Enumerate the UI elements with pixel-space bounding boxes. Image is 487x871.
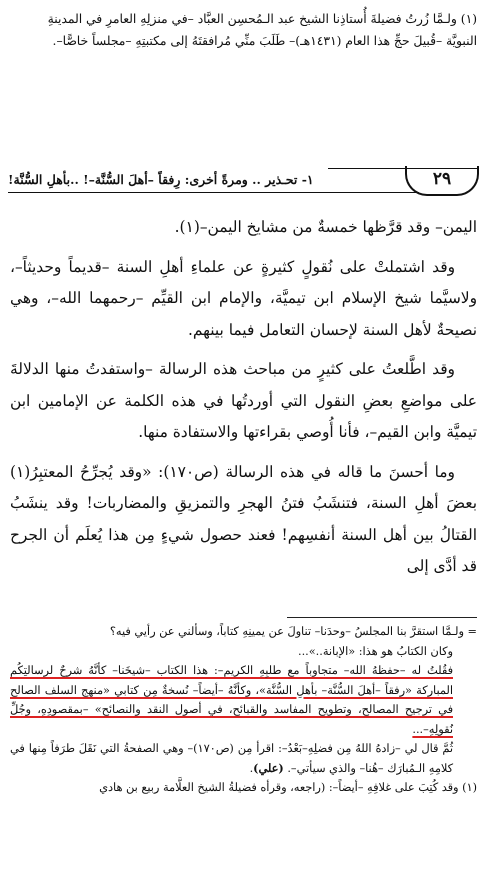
page-header: [8, 166, 479, 202]
footnote-line: ثُمَّ قال لي –زادهُ اللهُ مِن فضلِهِ–بَعْدُ–: اقرأ مِن (ص١٧٠)– وهي الصفحةُ التي نَقَلَ طرَفاً مِنها في كلامِهِ الـمُبارَك –هُنا– والذي سيأتي–. (علي).: [10, 742, 453, 775]
page-number: ٢٩: [405, 166, 479, 196]
author-tag: (علي): [253, 760, 284, 775]
paragraph: وقد اشتملتْ على نُقولٍ كثيرةٍ عن علماءِ أهلِ السنة –قديماً وحديثاً–، ولاسيَّما شيخ الإسلام ابن تيميَّة، والإمام ابن القيِّم –رحمهما الله–، وهي نصيحةٌ لأهل السنة لإحسان التعامل فيما بينهم.: [10, 257, 477, 339]
footnote-line: (١) وقد كُتِبَ على غلافِهِ –أيضاً–: (راجعه، وقرأه فضيلةُ الشيخ العلَّامة ربيع بن هادي: [99, 781, 477, 794]
paragraph: اليمن– وقد قرَّظها خمسةٌ من مشايخ اليمن–(١).: [174, 218, 477, 236]
top-footnote: [10, 8, 477, 52]
header-rule: [8, 192, 419, 193]
footnote-line: = ولـمَّا استقرَّ بنا المجلسُ –وحدَنا– تناولَ عن يمينِهِ كتاباً، وسألني عن رأيي فيه؟: [109, 625, 477, 638]
paragraph: وقد اطَّلعتُ على كثيرٍ من مباحث هذه الرسالة –واستفدتُ منها الدلالةَ على مواضعِ بعضِ النقول التي أوردتُها في هذه الكلمة عن الإمامين ابن تيميَّة وابن القيم–، فأنا أُوصي بقراءتها والاستفادة منها.: [10, 360, 477, 441]
main-text: [10, 212, 477, 591]
top-footnote-line: (١) ولـمَّا زُرتُ فضيلةَ أُستاذِنا الشيخ عبد الـمُحسِن العبَّاد –في منزلِهِ العامرِ في المدينةِ: [47, 12, 477, 26]
top-footnote-line: النبويَّة –قُبيلَ حجِّ هذا العام (١٤٣١هـ)– طَلَبَ منِّي مُرافقتَهُ إلى مكتبتِهِ –مجلساً خاصًّا–.: [52, 34, 477, 48]
footnote-separator: [287, 617, 477, 618]
paragraph: وما أحسنَ ما قاله في هذه الرسالة (ص١٧٠): «وقد يُجرِّحُ المعتبِرُ(١) بعضَ أهلِ السنة، فتنشَبُ فتنُ الهجرِ والتمزيقِ والمضاربات! وقد ينشَبُ القتالُ بين أهل السنة أنفسِهم! فعند حصول شيءٍ مِن هذا يُعلَم أن الجرح قد أدَّى إلى: [10, 462, 477, 575]
footnote-underlined-passage: فقُلتُ له –حفظهُ الله– متجاوباً مع طلبِهِ الكريم–: هذا الكتاب –شيخَنا– كأنَّهُ شرحٌ لرسالتِكُم المباركة «رفقاً –أهلَ السُّنَّة– بأهلِ السُّنَّة»، وكأنَّهُ –أيضاً– نُسخةٌ مِن كتابي «منهج السلف الصالح في ترجيح المصالح، وتطويح المفاسد والقبائح، في أصول النقد والنصائح» –بمقصودِهِ، وجُلِّ نُقولِهِ–...: [10, 664, 453, 736]
footnote-line: وكان الكتابُ هو هذا: «الإبانة..»...: [297, 644, 453, 658]
running-title: ١- تحـذير .. ومرةً أخرى: رِفقاً –أهلَ السُّنَّة–! ..بأهلِ السُّنَّة!: [8, 172, 314, 187]
bottom-footnote: [10, 622, 477, 798]
